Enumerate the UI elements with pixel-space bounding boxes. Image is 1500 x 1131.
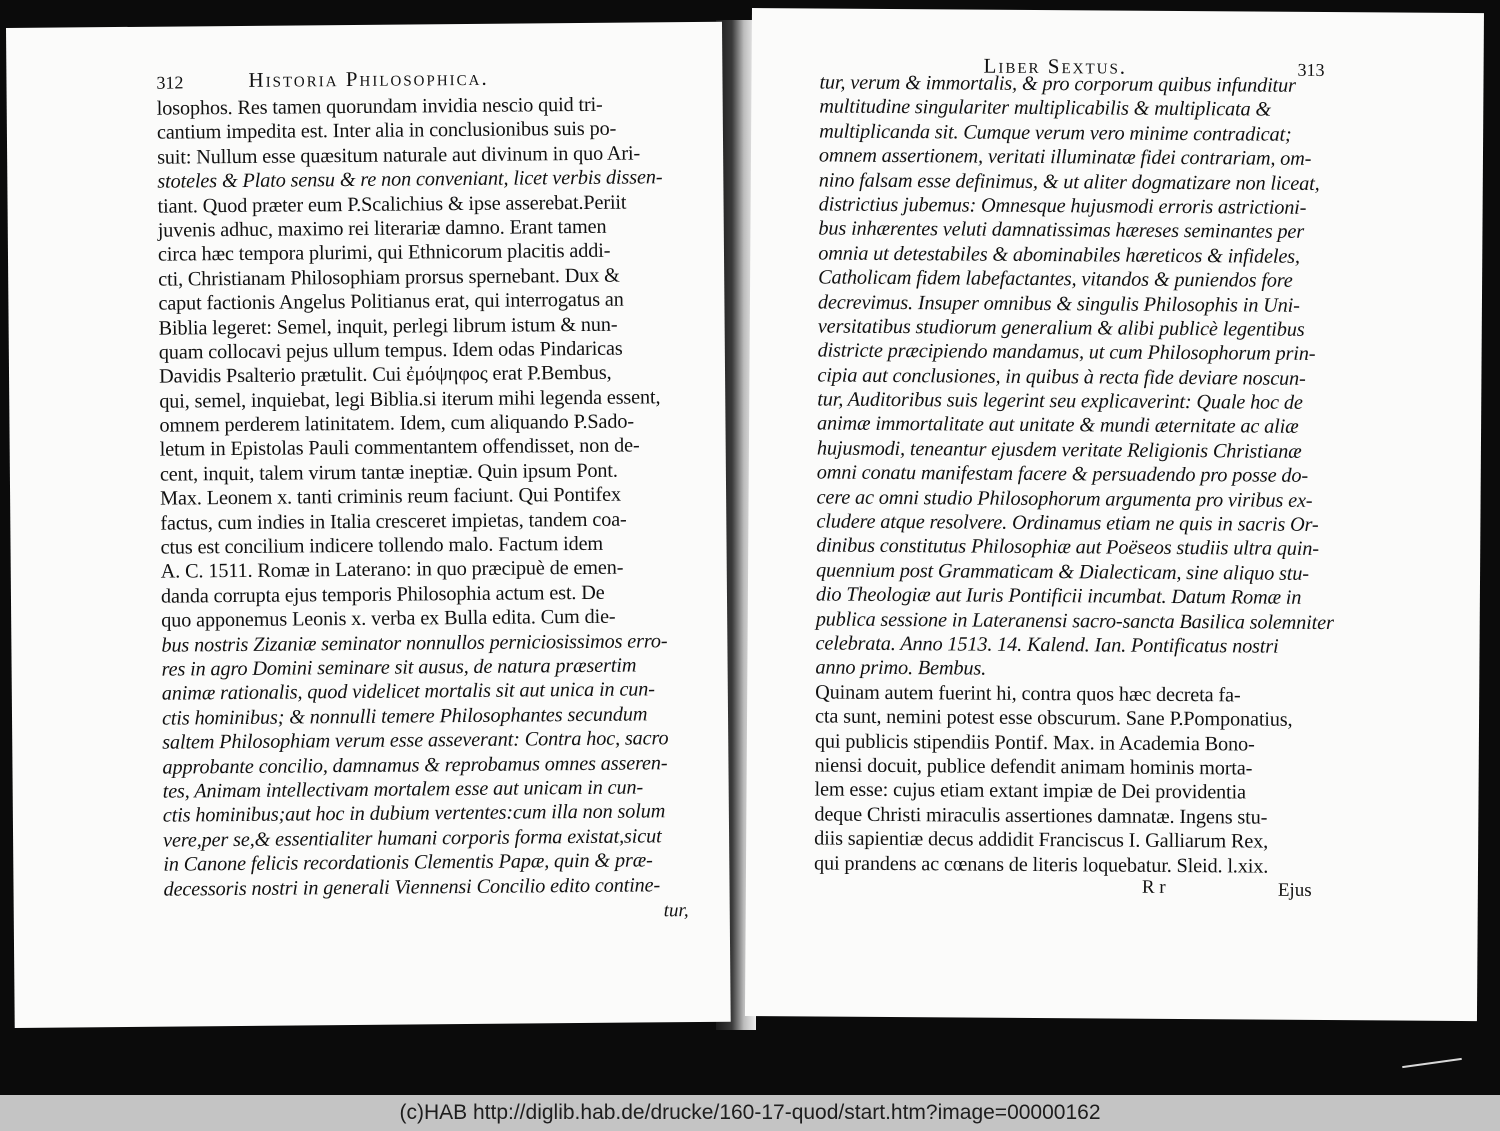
right-page-number: 313 (1297, 59, 1325, 80)
text-line: omni conatu manifestam facere & persuadendo pro posse do- (816, 461, 1309, 488)
text-line: anno primo. Bembus. (815, 656, 987, 681)
text-line: publica sessione in Lateranensi sacro-sancta Basilica solemniter (815, 608, 1334, 634)
text-line: Quinam autem fuerint hi, contra quos hæc decreta fa- (815, 681, 1241, 707)
scan-edge-mark (1402, 1058, 1462, 1068)
text-line: dio Theologiæ aut Iuris Pontificii incumbat. Datum Romæ in (815, 583, 1302, 610)
text-line: celebrata. Anno 1513. 14. Kalend. Ian. Pontificatus nostri (815, 632, 1279, 658)
text-line: approbante concilio, damnamus & reprobamus omnes asseren- (162, 751, 668, 779)
text-line: cere ac omni studio Philosophorum argumenta pro viribus ex- (816, 486, 1313, 512)
text-line: A. C. 1511. Romæ in Laterano: in quo præcipuè de emen- (160, 557, 624, 584)
text-line: tur, Auditoribus suis legerint seu explicaverint: Quale hoc de (817, 388, 1303, 414)
right-running-head-text: Liber Sextus. (983, 53, 1128, 79)
text-line: lem esse: cujus etiam extant impiæ de Dei providentia (814, 778, 1246, 804)
text-line: hujusmodi, teneantur ejusdem veritate Religionis Christianæ (816, 437, 1302, 463)
text-line: animæ immortalitate aut unitate & mundi æternitate ac aliæ (817, 412, 1299, 439)
left-running-head-text: Historia Philosophica. (248, 65, 489, 92)
text-line: vere,per se,& essentialiter humani corporis forma existat,sicut (162, 825, 662, 852)
text-line: Davidis Psalterio prætulit. Cui ἐμόψηφος erat P.Bembus, (158, 362, 612, 388)
text-line: animæ rationalis, quod videlicet mortalis sit aut unica in cun- (161, 678, 655, 706)
text-line: bus nostris Zizaniæ seminator nonnullos perniciosissimos erro- (161, 629, 668, 657)
right-catchword: Ejus (1277, 879, 1312, 901)
text-line: qui publicis stipendiis Pontif. Max. in Academia Bono- (814, 730, 1255, 756)
text-line: danda corrupta ejus temporis Philosophia actum est. De (160, 581, 605, 608)
left-body-text (157, 92, 704, 902)
text-line: omnem perderem latinitatem. Idem, cum aliquando P.Sado- (159, 410, 634, 437)
text-line: cipia aut conclusiones, in quibus à recta fide deviare noscun- (817, 364, 1306, 390)
text-line: stoteles & Plato sensu & re non conveniant, licet verbis dissen- (157, 166, 663, 193)
text-line: cent, inquit, talem virum tantæ ineptiæ. Quin ipsum Pont. (159, 459, 618, 486)
text-line: juvenis adhuc, maximo rei literariæ damno. Erant tamen (157, 215, 607, 242)
text-line: ctis hominibus;aut hoc in dubium vertentes:cum illa non solum (162, 800, 666, 827)
footer-credit: (c)HAB http://diglib.hab.de/drucke/160-17-quod/start.htm?image=00000162 (399, 1101, 1101, 1124)
left-page-number: 312 (156, 72, 184, 93)
left-catchword: tur, (663, 900, 689, 922)
text-line: cti, Christianam Philosophiam prorsus spernebant. Dux & (158, 264, 620, 291)
signature-mark: R r (1141, 876, 1166, 898)
text-line: caput factionis Angelus Politianus erat, qui interrogatus an (158, 288, 624, 315)
text-line: multitudine singulariter multiplicabilis & multiplicata & (819, 95, 1272, 122)
left-page (6, 22, 731, 1028)
text-line: quam collocavi pejus ullum tempus. Idem odas Pindaricas (158, 337, 623, 364)
right-page (745, 8, 1484, 1021)
text-line: districte præcipiendo mandamus, ut cum Philosophorum prin- (817, 339, 1316, 366)
text-line: in Canone felicis recordationis Clementis Papæ, quin & præ- (163, 849, 653, 876)
text-line: quo apponemus Leonis x. verba ex Bulla edita. Cum die- (161, 605, 616, 632)
text-line: qui, semel, inquiebat, legi Biblia.si iterum mihi legenda essent, (159, 385, 661, 413)
text-line: versitatibus studiorum generalium & alibi publicè legentibus (817, 315, 1305, 341)
text-line: tur, verum & immortalis, & pro corporum quibus infunditur (819, 71, 1296, 97)
text-line: decessoris nostri in generali Viennensi Concilio edito contine- (163, 873, 661, 901)
text-line: ctus est concilium indicere tollendo malo. Factum idem (160, 532, 604, 559)
text-line: cantium impedita est. Inter alia in conclusionibus suis po- (156, 118, 617, 145)
text-line: ctis hominibus; & nonnulli temere Philosophantes secundum (161, 703, 648, 730)
text-line: suit: Nullum esse quæsitum naturale aut divinum in quo Ari- (157, 142, 641, 169)
text-line: Max. Leonem x. tanti criminis reum faciunt. Qui Pontifex (160, 483, 621, 510)
text-line: nino falsam esse definimus, & ut aliter dogmatizare non liceat, (818, 169, 1320, 195)
text-line: factus, cum indies in Italia cresceret impietas, tandem coa- (160, 508, 627, 535)
text-line: losophos. Res tamen quorundam invidia nescio quid tri- (156, 93, 603, 120)
text-line: qui prandens ac cœnans de literis loquebatur. Sleid. l.xix. (813, 851, 1269, 878)
text-line: cta sunt, nemini potest esse obscurum. Sane P.Pomponatius, (814, 705, 1293, 731)
text-line: cludere atque resolvere. Ordinamus etiam ne quis in sacris Or- (816, 510, 1319, 536)
text-line: omnia ut detestabiles & abominabiles hæreticos & infideles, (818, 242, 1300, 268)
text-line: omnem assertionem, veritati illuminatæ fidei contrariam, om- (818, 144, 1312, 171)
left-running-head (248, 66, 488, 93)
text-line: dinibus constitutus Philosophiæ aut Poëseos studiis ultra quin- (816, 534, 1319, 561)
text-line: tes, Animam intellectivam mortalem esse aut unicam in cun- (162, 776, 644, 803)
text-line: decrevimus. Insuper omnibus & singulis Philosophis in Uni- (817, 290, 1300, 317)
text-line: niensi docuit, publice defendit animam hominis morta- (814, 754, 1253, 780)
text-line: circa hæc tempora plurimi, qui Ethnicorum placitis addi- (157, 240, 611, 267)
text-line: districtius jubemus: Omnesque hujusmodi erroris astrictioni- (818, 193, 1307, 219)
copyright-footer (0, 1095, 1500, 1131)
text-line: Catholicam fidem labefactantes, vitandos & puniendos fore (818, 266, 1293, 292)
right-body-text (814, 70, 1390, 879)
text-line: res in agro Domini seminare sit ausus, de natura præsertim (161, 654, 637, 681)
text-line: tiant. Quod præter eum P.Scalichius & ipse asserebat.Periit (157, 191, 627, 218)
text-line: bus inhærentes veluti damnatissimas hæreses seminantes per (818, 217, 1305, 244)
text-line: saltem Philosophiam verum esse asseverant: Contra hoc, sacro (162, 727, 669, 754)
text-line: letum in Epistolas Pauli commentantem offendisset, non de- (159, 434, 640, 462)
text-line: deque Christi miraculis assertiones damnatæ. Ingens stu- (814, 803, 1268, 829)
text-line: diis sapientiæ decus addidit Franciscus I. Galliarum Rex, (814, 827, 1269, 853)
text-line: multiplicanda sit. Cumque verum vero minime contradicat; (819, 120, 1292, 146)
text-line: quennium post Grammaticam & Dialecticam, sine aliquo stu- (815, 559, 1309, 585)
text-line: Biblia legeret: Semel, inquit, perlegi librum istum & nun- (158, 313, 618, 340)
